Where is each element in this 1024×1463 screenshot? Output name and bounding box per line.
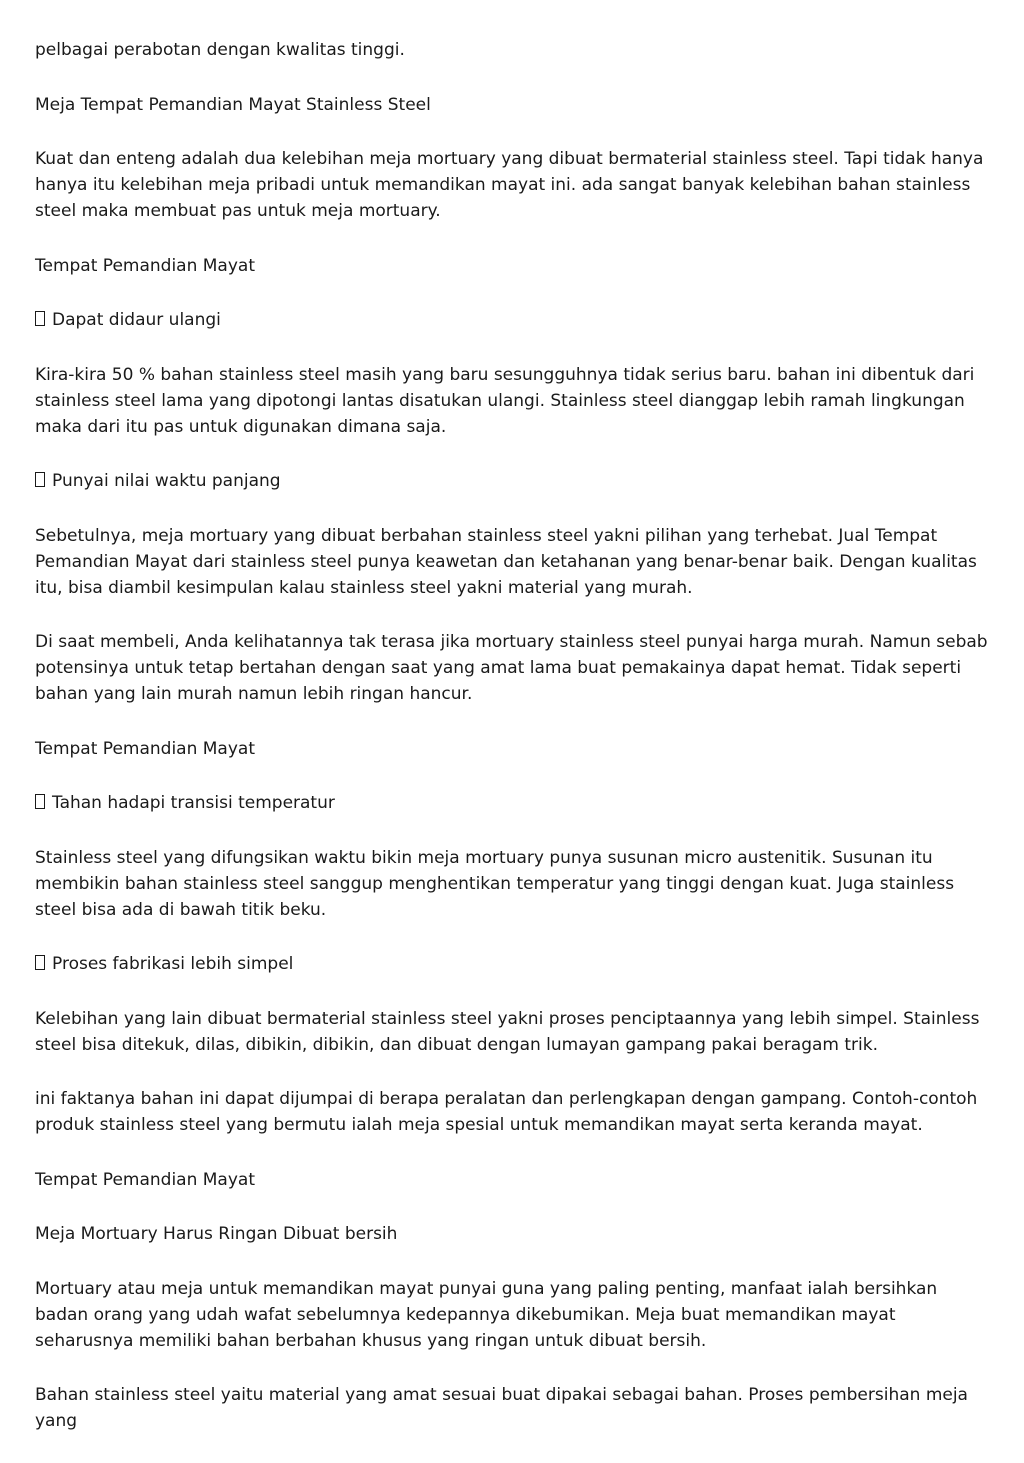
section-heading: Tempat Pemandian Mayat [35,738,255,759]
paragraph: Sebetulnya, meja mortuary yang dibuat berbahan stainless steel yakni pilihan yang terhebat. Jual Tempat Pemandian Mayat dari stainless steel punya keawetan dan ketahanan yang benar-benar baik. Dengan kualitas itu, bisa diambil kesimpulan kalau stainless steel yakni material yang murah. [35,525,977,598]
bullet-item [35,307,995,333]
section-heading: Tempat Pemandian Mayat [35,255,255,276]
document-page [35,37,995,1463]
paragraph: Di saat membeli, Anda kelihatannya tak terasa jika mortuary stainless steel punyai harga murah. Namun sebab potensinya untuk tetap bertahan dengan saat yang amat lama buat pemakainya dapat hemat. Tidak seperti bahan yang lain murah namun lebih ringan hancur. [35,632,988,704]
paragraph: Mortuary atau meja untuk memandikan mayat punyai guna yang paling penting, manfaat ialah bersihkan badan orang yang udah wafat sebelumnya kedepannya dikebumikan. Meja buat memandikan mayat seharusnya memiliki bahan berbahan khusus yang ringan untuk dibuat bersih. [35,1278,938,1351]
missing-glyph-icon [35,472,45,487]
bullet-text: Tahan hadapi transisi temperatur [52,793,335,813]
paragraph: pelbagai perabotan dengan kwalitas tinggi. [35,40,405,60]
section-heading: Tempat Pemandian Mayat [35,1169,255,1190]
bullet-item [35,468,995,494]
missing-glyph-icon [35,794,45,809]
missing-glyph-icon [35,955,45,970]
bullet-text: Dapat didaur ulangi [52,310,221,330]
paragraph: ini faktanya bahan ini dapat dijumpai di berapa peralatan dan perlengkapan dengan gampang. Contoh-contoh produk stainless steel yang bermutu ialah meja spesial untuk memandikan mayat serta keranda mayat. [35,1089,978,1135]
paragraph: Stainless steel yang difungsikan waktu bikin meja mortuary punya susunan micro austenitik. Susunan itu membikin bahan stainless steel sanggup menghentikan temperatur yang tinggi dengan kuat. Juga stainless steel bisa ada di bawah titik beku. [35,847,955,920]
bullet-item [35,790,995,816]
paragraph: Kuat dan enteng adalah dua kelebihan meja mortuary yang dibuat bermaterial stainless steel. Tapi tidak hanya hanya itu kelebihan meja pribadi untuk memandikan mayat ini. ada sangat banyak kelebihan bahan stainless steel maka membuat pas untuk meja mortuary. [35,149,984,221]
bullet-text: Punyai nilai waktu panjang [52,471,281,491]
paragraph: Bahan stainless steel yaitu material yang amat sesuai buat dipakai sebagai bahan. Proses pembersihan meja yang [35,1385,968,1431]
bullet-item [35,951,995,977]
missing-glyph-icon [35,311,45,326]
section-heading: Meja Tempat Pemandian Mayat Stainless Steel [35,94,431,115]
section-heading: Meja Mortuary Harus Ringan Dibuat bersih [35,1224,398,1244]
paragraph: Kelebihan yang lain dibuat bermaterial stainless steel yakni proses penciptaannya yang lebih simpel. Stainless steel bisa ditekuk, dilas, dibikin, dibikin, dan dibuat dengan lumayan gampang pakai beragam trik. [35,1008,980,1055]
paragraph: Kira-kira 50 % bahan stainless steel masih yang baru sesungguhnya tidak serius baru. bahan ini dibentuk dari stainless steel lama yang dipotongi lantas disatukan ulangi. Stainless steel dianggap lebih ramah lingkungan maka dari itu pas untuk digunakan dimana saja. [35,364,975,437]
bullet-text: Proses fabrikasi lebih simpel [52,954,294,974]
